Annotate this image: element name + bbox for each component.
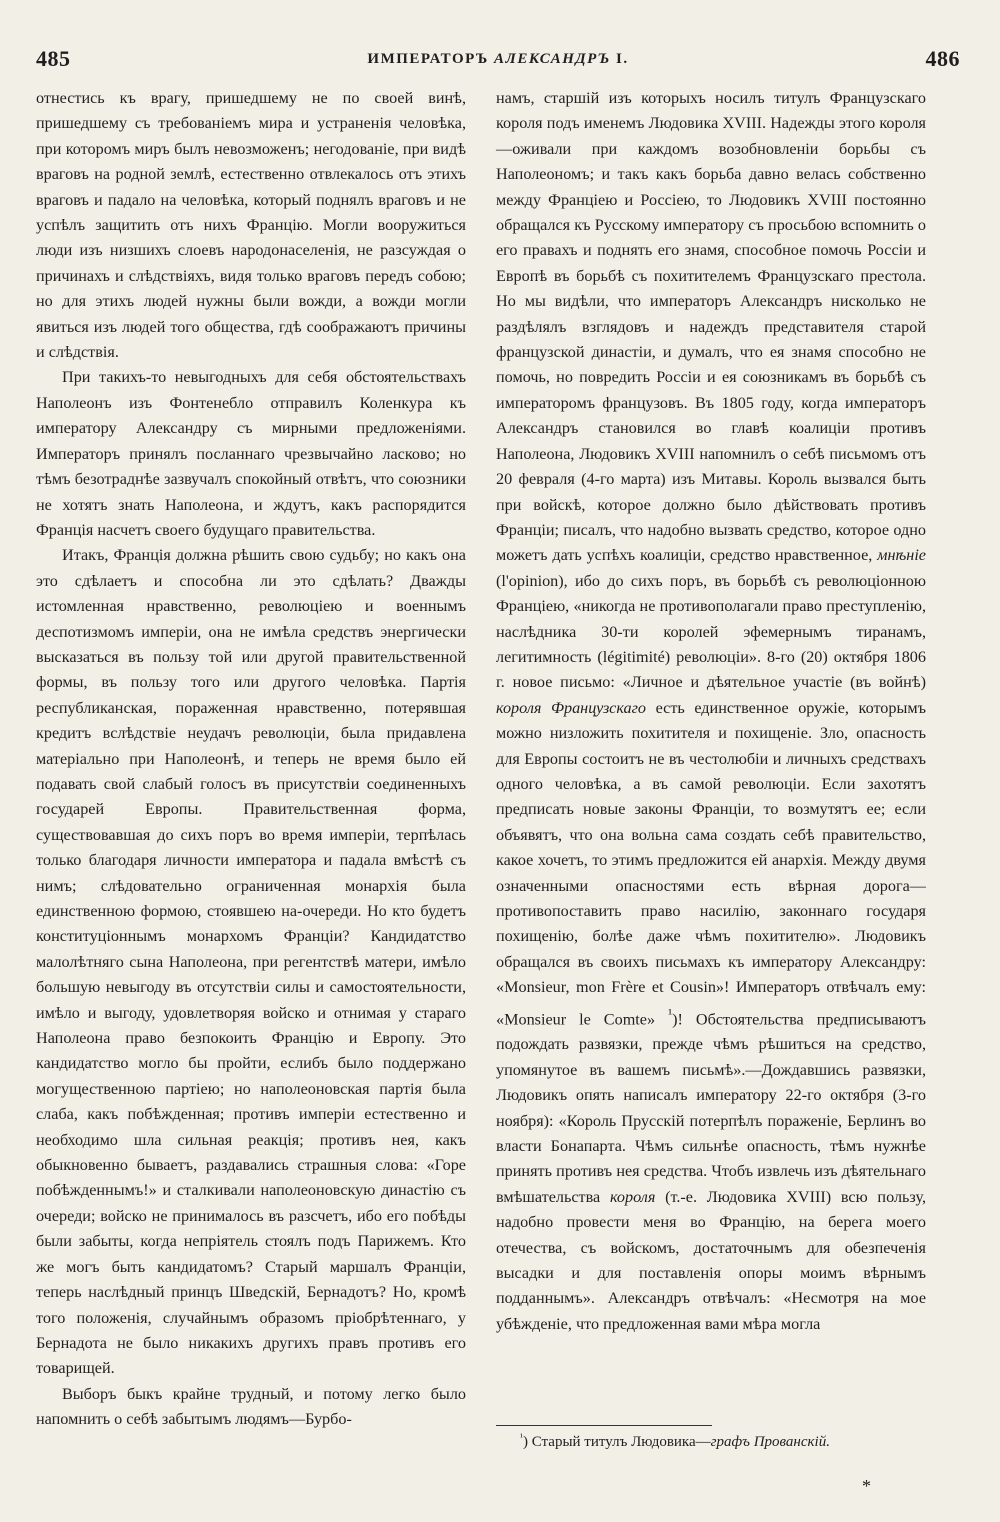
signature-mark: * [862,1476,871,1496]
italic-run: короля [609,1187,656,1206]
running-title-plain: ИМПЕРАТОРЪ [367,50,495,67]
text-run: намъ, старшій изъ которыхъ носилъ титулъ Французскаго короля подъ именемъ Людовика XVIII. Надежды этого короля—оживали при каждомъ возобновленіи борьбы съ Наполеономъ; и такъ какъ борьба давно велась собственно между Францiею и Россiею, то Людовикъ XVIII постоянно обращался къ Русскому императору съ просьбою вспомнить о его правахъ и поднять его знамя, способное помочь Россіи и Европѣ въ борьбѣ съ похитителемъ Французскаго престола. Но мы видѣли, что императоръ Александръ нисколько не раздѣлялъ взглядовъ и надеждъ представителя старой французской династіи, и думалъ, что ея знамя способно не помочь, но повредить Россіи и ея союзникамъ въ борьбѣ съ императоромъ французовъ. Въ 1805 году, когда императоръ Александръ становился во главѣ коалиціи противъ Наполеона, Людовикъ XVIII напомнилъ о себѣ письмомъ отъ 20 февраля (4-го марта) изъ Митавы. Король вызвался быть при войскѣ, которое должно было дѣйствовать противъ Франціи; писалъ, что надобно вызвать средство, которое одно можетъ дать успѣхъ коалиціи, средство нравственное, [496,89,926,565]
footnote-text: ) Старый титулъ Людовика— [523,1434,711,1450]
right-column [496,86,926,1337]
paragraph: отнестись къ врагу, пришедшему не по своей винѣ, пришедшему съ требованіемъ мира и устраненія человѣка, при которомъ миръ былъ невозможенъ; негодованіе, при видѣ враговъ на родной землѣ, естественно отвлекалось отъ этихъ враговъ и падало на человѣка, который поднялъ враговъ и не успѣлъ защитить отъ нихъ Францію. Могли вооружиться люди изъ низшихъ слоевъ народонаселенія, не разсуждая о причинахъ и слѣдствіяхъ, видя только враговъ передъ собою; но для этихъ людей нужны были вожди, а вожди могли явиться изъ людей того общества, гдѣ соображаютъ причины и слѣдствія. [36,89,466,362]
text-run: (т.-е. Людовика XVIII) всю пользу, надобно провести меня во Францію, на берега моего отечества, съ войскомъ, достаточнымъ для обезпеченія высадки и для поставленія опоры моимъ вѣрнымъ подданнымъ». Александръ отвѣчалъ: «Несмотря на мое убѣжденіе, что предложенная вами мѣра могла [496,1187,926,1333]
paragraph: При такихъ-то невыгодныхъ для себя обстоятельствахъ Наполеонъ изъ Фонтенебло отправилъ Коленкура къ императору Александру съ мирными предложеніями. Императоръ принялъ посланнаго чрезвычайно ласково; но тѣмъ безотраднѣе зазвучалъ спокойный отвѣтъ, что союзники не хотятъ знать Наполеона, и ждутъ, какъ распорядится Франція насчетъ своего будущаго правительства. [36,368,466,539]
paragraph: Выборъ быкъ крайне трудный, и потому легко было напомнить о себѣ забытымъ людямъ—Бурбо- [36,1384,466,1429]
text-run: (l'opinion), ибо до сихъ поръ, въ борьбѣ съ революціонною Франціею, «никогда не противополагали право преступленію, наслѣдника 30-ти королей эфемернымъ тиранамъ, легитимность (légitimité) революціи». 8-го (20) октября 1806 г. новое письмо: «Личное и дѣятельное участіе (въ войнѣ) [496,571,926,692]
page-number-right: 486 [925,46,960,71]
footnote [520,1432,960,1451]
running-title-end: I. [610,50,629,67]
footnote-italic: графъ Прованскій. [710,1434,830,1450]
paragraph [496,86,926,1337]
running-title-italic: АЛЕКСАНДРЪ [494,50,611,67]
footnote-rule [496,1425,712,1426]
paragraph: Итакъ, Франція должна рѣшить свою судьбу; но какъ она это сдѣлаетъ и способна ли это сдѣлать? Дважды истомленная нравственно, революціею и военнымъ деспотизмомъ имперіи, она не имѣла средствъ энергически высказаться въ пользу той или другой правительственной формы, въ пользу того или другого человѣка. Партія республиканская, пораженная нравственно, потерявшая кредитъ вслѣдствіе неудачъ революціи, была придавлена матеріально при Наполеонѣ, и теперь не время было ей подавать свой слабый голосъ въ присутствіи соединенныхъ государей Европы. Правительственная форма, существовавшая до сихъ поръ во время имперіи, терпѣлась только благодаря личности императора и падала вмѣстѣ съ нимъ; слѣдовательно ограниченная монархія была единственною формою, стоявшею на-очереди. Но кто будетъ конституціоннымъ монархомъ Франціи? Кандидатство малолѣтняго сына Наполеона, при регентствѣ матери, имѣло большую невыгоду въ отсутствіи силы и самостоятельности, имѣло и выгоду, удовлетворяя войско и отнимая у стараго Наполеона право безпокоить Францію и Европу. Это кандидатство могло бы пройти, еслибъ было поддержано могущественною партіею; но наполеоновская партія была слаба, какъ побѣжденная; противъ имперіи естественно и необходимо шла сильная реакція; противъ нея, какъ обыкновенно бываетъ, раздавались страшныя слова: «Горе побѣжденнымъ!» и сталкивали наполеоновскую династію съ очереди; войско не принималось въ разсчетъ, ибо его побѣды были забыты, когда непріятель стоялъ подъ Парижемъ. Кто же могъ быть кандидатомъ? Старый маршалъ Франціи, теперь наслѣдный принцъ Шведскій, Бернадотъ? Но, кромѣ того положенія, случайнымъ образомъ пріобрѣтеннаго, у Бернадота не было никакихъ другихъ правъ противъ его товарищей. [36,546,466,1378]
italic-run: короля Французскаго [496,698,647,717]
running-title [367,51,628,68]
italic-run: мнѣніе [877,546,926,565]
left-column [36,86,466,1433]
page-header [36,42,960,76]
text-run: )! Обстоятельства предписываютъ подождать развязки, прежде чѣмъ рѣшиться на средство, упомянутое въ вашемъ письмѣ».—Дождавшись развязки, Людовикъ опять написалъ императору 22-го октября (3-го ноября): «Король Прусскій потерпѣлъ пораженіе, Берлинъ во власти Бонапарта. Чѣмъ сильнѣе опасность, тѣмъ нужнѣе принять противъ нея средства. Чтобъ извлечь изъ дѣятельнаго вмѣшательства [496,1010,926,1206]
footnote-mark: ¹ [520,1432,523,1443]
footnote-ref: ¹ [668,1005,673,1021]
text-run: есть единственное оружіе, которымъ можно низложить похитителя и похищеніе. Зло, опасность для Европы состоитъ не въ честолюбіи и личныхъ средствахъ одного человѣка, а въ самой революціи. Если захотятъ предписать новые законы Франціи, то возмутятъ ее; если объявятъ, что она вольна сама создать себѣ правительство, какое хочетъ, то этимъ предложится ей анархія. Между двумя означенными опасностями есть вѣрная дорога—противопоставить право насилію, законнаго государя похищенію, болѣе даже чѣмъ похитителю». Людовикъ обращался въ своихъ письмахъ къ императору Александру: «Monsieur, mon Frère et Cousin»! Императоръ отвѣчалъ ему: «Monsieur le Comte» [496,698,926,1029]
page-number-left: 485 [36,46,71,71]
